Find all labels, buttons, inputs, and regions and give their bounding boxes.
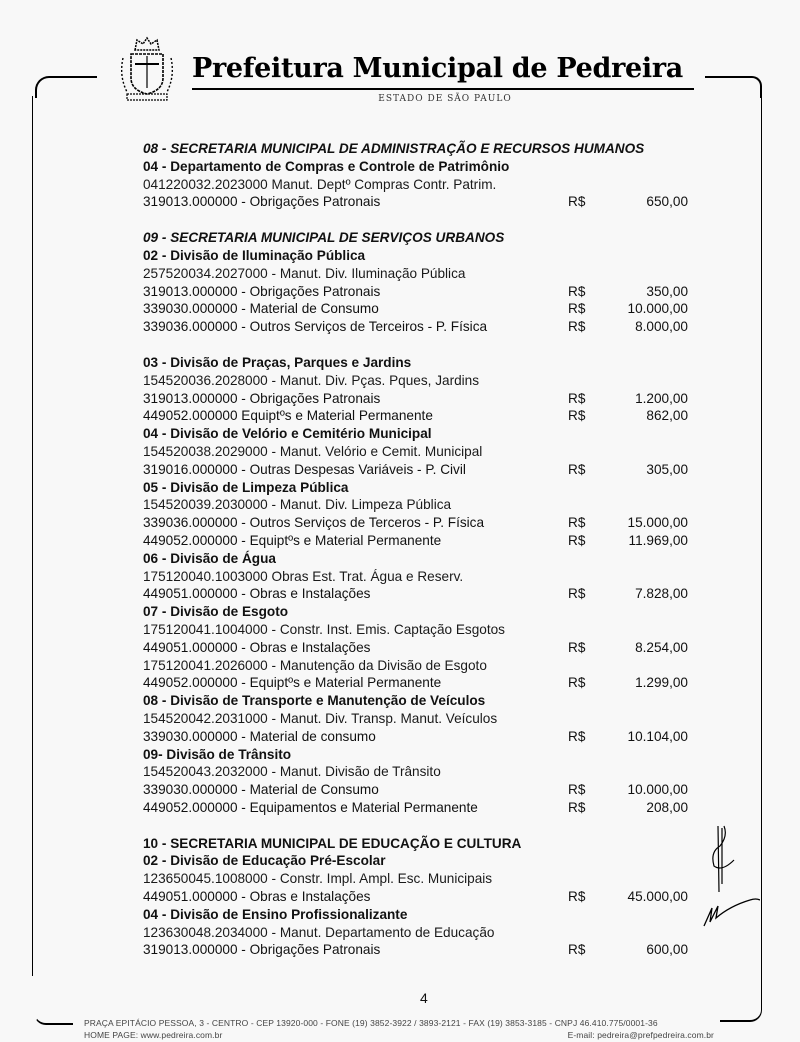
division-heading: 02 - Divisão de Educação Pré-Escolar: [143, 853, 386, 869]
currency-label: R$: [568, 408, 586, 424]
expense-description: 339030.000000 - Material de consumo: [143, 728, 376, 744]
expense-description: 319013.000000 - Obrigações Patronais: [143, 194, 381, 210]
expense-description: 319013.000000 - Obrigações Patronais: [143, 390, 381, 406]
expense-row: [143, 300, 688, 318]
expense-amount: 1.200,00: [635, 390, 688, 406]
expense-row: [143, 318, 688, 336]
expense-amount: 208,00: [646, 799, 688, 815]
division-heading: 02 - Divisão de Iluminação Pública: [143, 247, 366, 263]
expense-row: [143, 941, 688, 959]
program-line: 041220032.2023000 Manut. Deptº Compras Contr. Patrim.: [143, 176, 497, 192]
currency-label: R$: [568, 942, 586, 958]
expense-amount: 7.828,00: [635, 586, 688, 602]
division-heading: 07 - Divisão de Esgoto: [143, 604, 289, 620]
expense-amount: 10.000,00: [627, 301, 688, 317]
currency-label: R$: [568, 799, 586, 815]
currency-label: R$: [568, 532, 586, 548]
program-line: 257520034.2027000 - Manut. Div. Iluminação Pública: [143, 265, 466, 281]
division-heading: 03 - Divisão de Praças, Parques e Jardins: [143, 354, 412, 370]
secretaria-heading: 10 - SECRETARIA MUNICIPAL DE EDUCAÇÃO E CULTURA: [143, 835, 522, 851]
footer-email: E-mail: pedreira@prefpedreira.com.br: [567, 1030, 714, 1040]
expense-row: [143, 390, 688, 408]
currency-label: R$: [568, 728, 586, 744]
expense-row: [143, 532, 688, 550]
expense-amount: 650,00: [646, 194, 688, 210]
page-number: 4: [420, 990, 428, 1006]
expense-row: [143, 193, 688, 211]
program-line: 154520042.2031000 - Manut. Div. Transp. Manut. Veículos: [143, 710, 498, 726]
program-line: 175120040.1003000 Obras Est. Trat. Água e Reserv.: [143, 568, 464, 584]
currency-label: R$: [568, 889, 586, 905]
budget-content: [143, 140, 688, 959]
expense-row: [143, 674, 688, 692]
division-heading: 04 - Divisão de Velório e Cemitério Municipal: [143, 426, 432, 442]
spacer: [143, 211, 688, 229]
currency-label: R$: [568, 515, 586, 531]
division-heading: 04 - Divisão de Ensino Profissionalizante: [143, 906, 408, 922]
program-line: 123630048.2034000 - Manut. Departamento de Educação: [143, 924, 495, 940]
expense-row: [143, 461, 688, 479]
expense-amount: 862,00: [646, 408, 688, 424]
expense-amount: 8.254,00: [635, 639, 688, 655]
expense-description: 339030.000000 - Material de Consumo: [143, 301, 379, 317]
currency-label: R$: [568, 675, 586, 691]
program-line: 175120041.2026000 - Manutenção da Divisão de Esgoto: [143, 657, 487, 673]
expense-description: 319013.000000 - Obrigações Patronais: [143, 283, 381, 299]
expense-amount: 10.104,00: [627, 728, 688, 744]
currency-label: R$: [568, 782, 586, 798]
expense-row: [143, 514, 688, 532]
expense-amount: 10.000,00: [627, 782, 688, 798]
expense-amount: 1.299,00: [635, 675, 688, 691]
program-line: 123650045.1008000 - Constr. Impl. Ampl. Esc. Municipais: [143, 871, 493, 887]
division-heading: 04 - Departamento de Compras e Controle de Patrimônio: [143, 158, 510, 174]
header-title: Prefeitura Municipal de Pedreira: [192, 53, 683, 84]
currency-label: R$: [568, 283, 586, 299]
expense-row: [143, 283, 688, 301]
expense-amount: 45.000,00: [627, 889, 688, 905]
expense-description: 449052.000000 Equiptºs e Material Permanente: [143, 408, 433, 424]
page-border-bottom-left: [34, 1005, 73, 1025]
program-line: 154520039.2030000 - Manut. Div. Limpeza Pública: [143, 497, 452, 513]
expense-amount: 8.000,00: [635, 319, 688, 335]
footer-address: PRAÇA EPITÁCIO PESSOA, 3 - CENTRO - CEP 13920-000 - FONE (19) 3852-3922 / 3893-2121 - FAX (19) 3853-3185 - CNPJ 46.410.775/0001-36: [84, 1018, 658, 1028]
program-line: 175120041.1004000 - Constr. Inst. Emis. Captação Esgotos: [143, 621, 505, 637]
expense-description: 449051.000000 - Obras e Instalações: [143, 586, 371, 602]
expense-description: 449052.000000 - Equiptºs e Material Permanente: [143, 532, 442, 548]
header-subtitle: ESTADO DE SÃO PAULO: [378, 94, 512, 104]
spacer: [143, 336, 688, 354]
expense-description: 339036.000000 - Outros Serviços de Terceros - P. Física: [143, 515, 485, 531]
signature-initials: [700, 822, 760, 942]
page-border-bottom-right: [720, 1000, 762, 1022]
program-line: 154520043.2032000 - Manut. Divisão de Trânsito: [143, 764, 441, 780]
currency-label: R$: [568, 194, 586, 210]
division-heading: 08 - Divisão de Transporte e Manutenção de Veículos: [143, 693, 486, 709]
expense-row: [143, 728, 688, 746]
expense-row: [143, 888, 688, 906]
expense-description: 319016.000000 - Outras Despesas Variáveis - P. Civil: [143, 461, 466, 477]
currency-label: R$: [568, 319, 586, 335]
expense-description: 449052.000000 - Equipamentos e Material Permanente: [143, 799, 478, 815]
expense-description: 319013.000000 - Obrigações Patronais: [143, 942, 381, 958]
expense-amount: 11.969,00: [628, 532, 688, 548]
program-line: 154520036.2028000 - Manut. Div. Pças. Pques, Jardins: [143, 372, 480, 388]
expense-row: [143, 585, 688, 603]
expense-row: [143, 407, 688, 425]
expense-amount: 305,00: [646, 461, 688, 477]
expense-description: 449052.000000 - Equiptºs e Material Permanente: [143, 675, 442, 691]
expense-description: 339030.000000 - Material de Consumo: [143, 782, 379, 798]
secretaria-heading: 09 - SECRETARIA MUNICIPAL DE SERVIÇOS URBANOS: [143, 230, 505, 246]
division-heading: 06 - Divisão de Água: [143, 550, 276, 566]
expense-amount: 15.000,00: [627, 515, 688, 531]
division-heading: 09- Divisão de Trânsito: [143, 746, 292, 762]
division-heading: 05 - Divisão de Limpeza Pública: [143, 479, 349, 495]
footer-contact: [84, 1030, 714, 1040]
expense-description: 449051.000000 - Obras e Instalações: [143, 889, 371, 905]
expense-row: [143, 799, 688, 817]
expense-description: 339036.000000 - Outros Serviços de Terceiros - P. Física: [143, 319, 488, 335]
program-line: 154520038.2029000 - Manut. Velório e Cemit. Municipal: [143, 443, 483, 459]
expense-amount: 600,00: [646, 942, 688, 958]
expense-row: [143, 639, 688, 657]
expense-amount: 350,00: [646, 283, 688, 299]
footer-homepage: HOME PAGE: www.pedreira.com.br: [84, 1030, 223, 1040]
currency-label: R$: [568, 639, 586, 655]
currency-label: R$: [568, 461, 586, 477]
page-border-right: [761, 96, 762, 1001]
expense-description: 449051.000000 - Obras e Instalações: [143, 639, 371, 655]
currency-label: R$: [568, 390, 586, 406]
page-border-left: [32, 96, 33, 976]
currency-label: R$: [568, 586, 586, 602]
currency-label: R$: [568, 301, 586, 317]
secretaria-heading: 08 - SECRETARIA MUNICIPAL DE ADMINISTRAÇÃO E RECURSOS HUMANOS: [143, 141, 645, 156]
header-rule: [192, 88, 694, 90]
expense-row: [143, 781, 688, 799]
spacer: [143, 817, 688, 835]
